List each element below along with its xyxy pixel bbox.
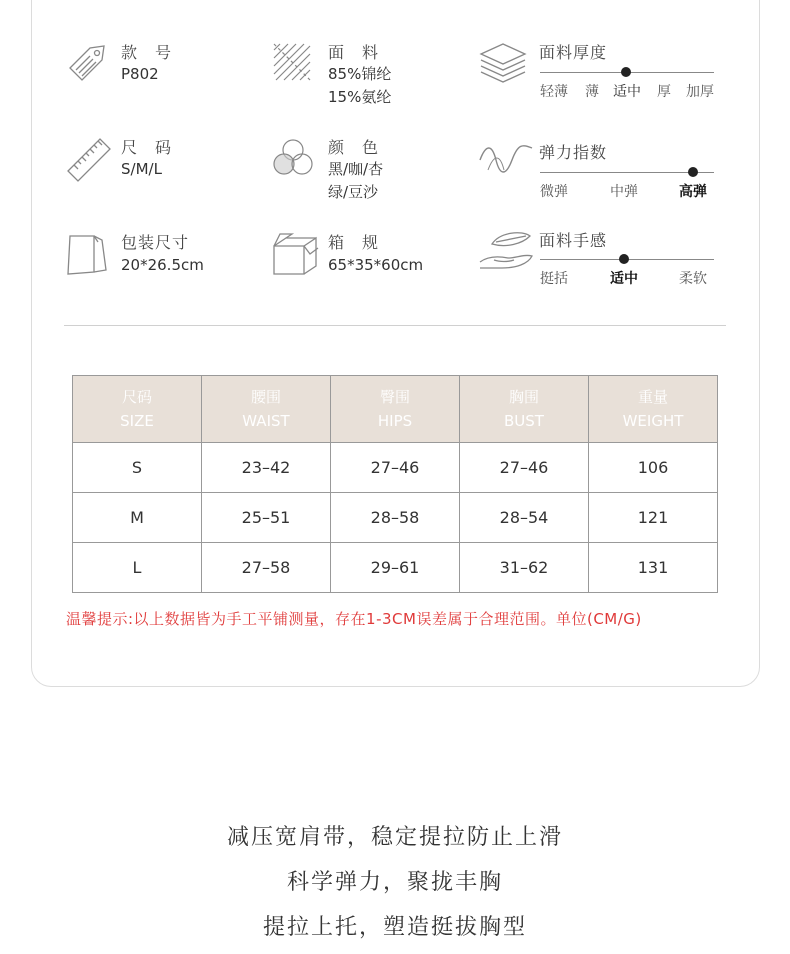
spec-color-label: 颜 色 <box>328 138 380 157</box>
table-cell: 27–46 <box>460 443 589 493</box>
tag-icon <box>64 40 110 86</box>
thickness-opt-1: 薄 <box>585 84 599 100</box>
table-cell: 28–54 <box>460 493 589 543</box>
layers-icon <box>478 40 528 86</box>
table-cell: 31–62 <box>460 543 589 593</box>
spec-fabric-label: 面 料 <box>328 43 380 62</box>
thickness-label: 面料厚度 <box>539 43 608 62</box>
slogan-line-3: 提拉上托，塑造挺拔胸型 <box>262 915 527 940</box>
table-row <box>73 443 718 493</box>
table-cell: L <box>73 543 202 593</box>
spec-size-value: S/M/L <box>121 160 162 178</box>
thickness-marker <box>621 67 631 77</box>
elasticity-opt-1: 中弹 <box>610 184 638 200</box>
feel-opt-0: 挺括 <box>540 271 568 287</box>
header-waist: 腰围 WAIST <box>202 376 331 443</box>
spec-fabric-value-1: 85%锦纶 <box>328 65 392 83</box>
box-icon <box>270 230 320 278</box>
elasticity-opt-0: 微弹 <box>540 184 568 200</box>
spec-fabric-value-2: 15%氨纶 <box>328 88 392 106</box>
spec-color-value-1: 黑/咖/杏 <box>328 160 384 178</box>
spec-package-label: 包装尺寸 <box>121 233 190 252</box>
table-cell: S <box>73 443 202 493</box>
table-cell: 28–58 <box>331 493 460 543</box>
elasticity-marker <box>688 167 698 177</box>
header-size: 尺码 SIZE <box>73 376 202 443</box>
elasticity-label: 弹力指数 <box>539 143 608 162</box>
spec-carton-label: 箱 规 <box>328 233 380 252</box>
table-cell: 23–42 <box>202 443 331 493</box>
color-circles-icon <box>270 135 316 181</box>
feel-opt-1: 适中 <box>610 271 638 287</box>
measurement-tip: 温馨提示:以上数据皆为手工平铺测量，存在1-3CM误差属于合理范围。单位(CM/G) <box>66 610 642 628</box>
table-row <box>73 493 718 543</box>
table-cell: 121 <box>589 493 718 543</box>
thickness-opt-3: 厚 <box>657 84 671 100</box>
table-cell: 106 <box>589 443 718 493</box>
slogan-line-1: 减压宽肩带，稳定提拉防止上滑 <box>226 825 563 850</box>
slogan-line-2: 科学弹力，聚拢丰胸 <box>286 870 503 895</box>
section-divider <box>64 325 726 326</box>
table-row <box>73 543 718 593</box>
bag-icon <box>64 230 110 278</box>
table-cell: 27–58 <box>202 543 331 593</box>
spec-size-label: 尺 码 <box>121 138 173 157</box>
feel-label: 面料手感 <box>539 231 608 250</box>
size-table <box>72 375 718 593</box>
feel-opt-2: 柔软 <box>679 271 707 287</box>
feel-marker <box>619 254 629 264</box>
table-cell: 27–46 <box>331 443 460 493</box>
wave-icon <box>478 140 534 180</box>
fabric-icon <box>270 40 316 86</box>
spec-color-value-2: 绿/豆沙 <box>328 183 379 201</box>
elasticity-opt-2: 高弹 <box>679 184 707 200</box>
ruler-icon <box>64 135 114 185</box>
table-cell: 25–51 <box>202 493 331 543</box>
spec-style-no-label: 款 号 <box>121 43 173 62</box>
spec-carton-value: 65*35*60cm <box>328 256 424 274</box>
size-table-header <box>73 376 718 443</box>
thickness-opt-0: 轻薄 <box>540 84 568 100</box>
header-weight: 重量 WEIGHT <box>589 376 718 443</box>
thickness-opt-2: 适中 <box>613 84 641 100</box>
table-cell: 29–61 <box>331 543 460 593</box>
table-cell: M <box>73 493 202 543</box>
header-hips: 臀围 HIPS <box>331 376 460 443</box>
hand-feather-icon <box>478 228 536 272</box>
thickness-opt-4: 加厚 <box>686 84 714 100</box>
spec-package-value: 20*26.5cm <box>121 256 204 274</box>
table-cell: 131 <box>589 543 718 593</box>
spec-style-no-value: P802 <box>121 65 159 83</box>
header-bust: 胸围 BUST <box>460 376 589 443</box>
